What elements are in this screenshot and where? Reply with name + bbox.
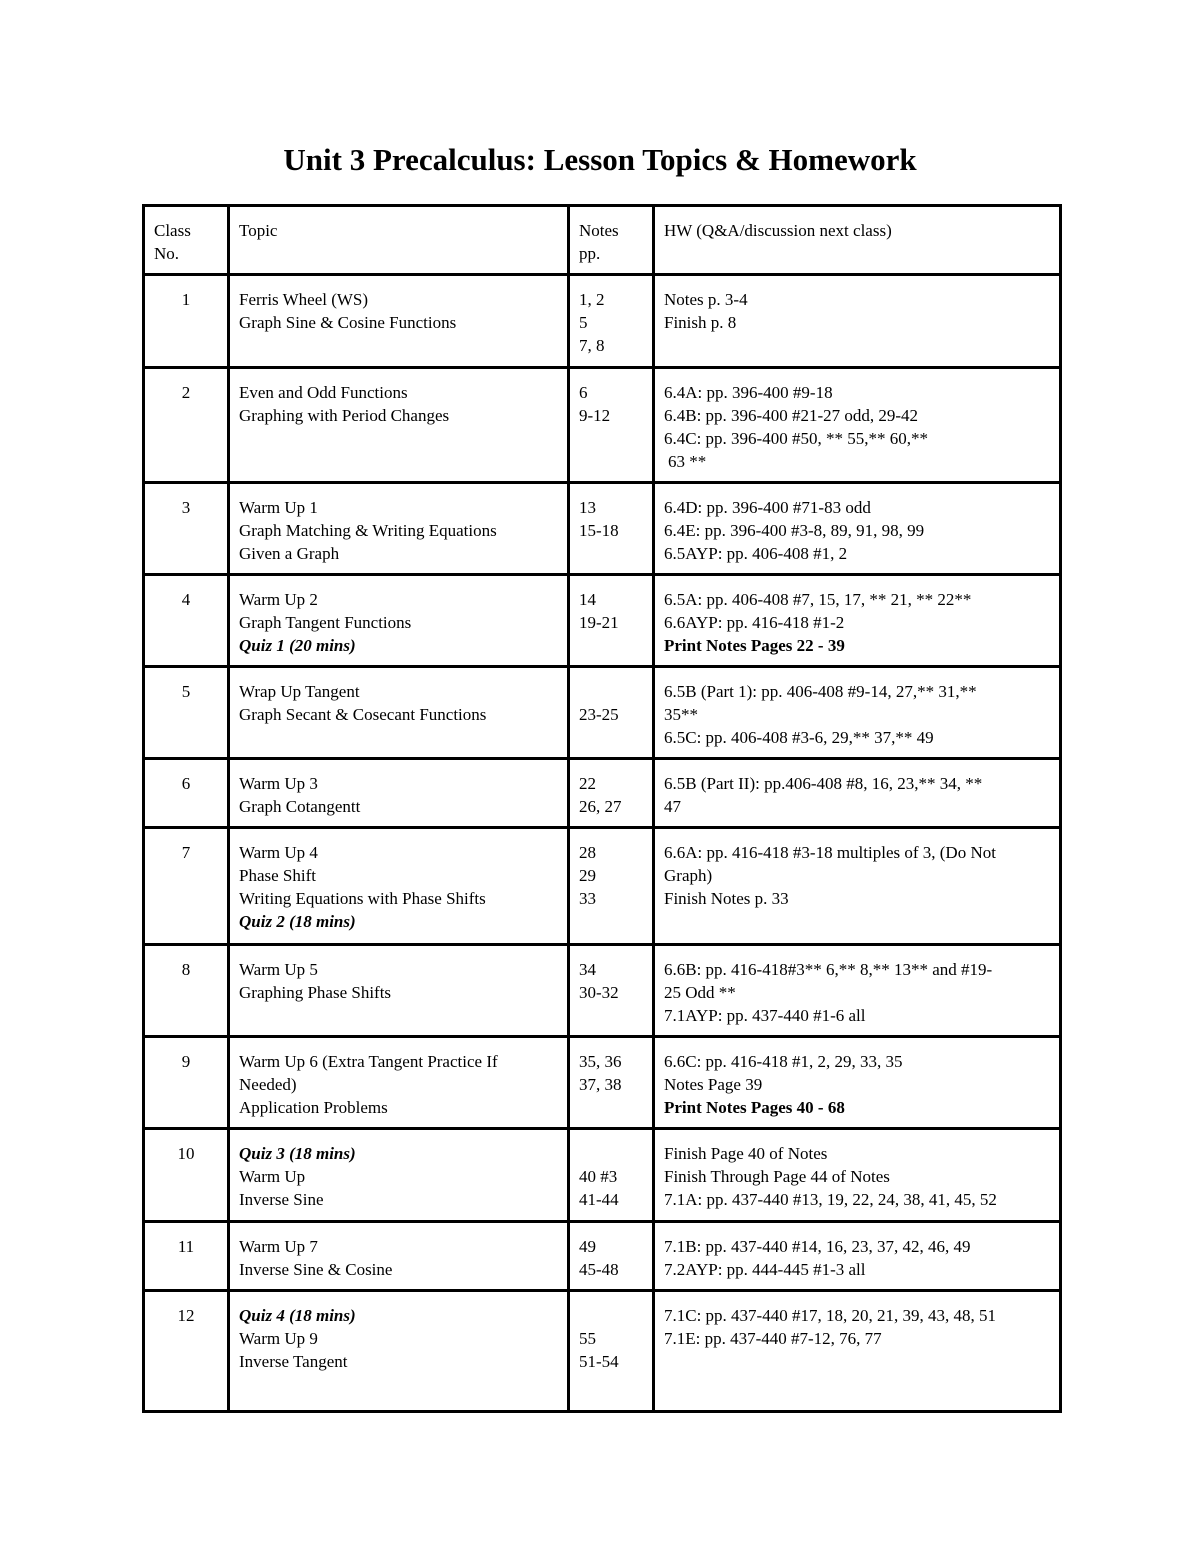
topic-cell: Warm Up 4 Phase Shift Writing Equations with Phase Shifts Quiz 2 (18 mins): [229, 828, 569, 945]
notes-cell: 14 19-21: [569, 575, 654, 667]
topic-cell: Warm Up 2 Graph Tangent Functions Quiz 1 (20 mins): [229, 575, 569, 667]
class-number: 9: [144, 1037, 229, 1129]
hw-cell: 6.4A: pp. 396-400 #9-18 6.4B: pp. 396-400 #21-27 odd, 29-42 6.4C: pp. 396-400 #50, ** 55,** 60,** 63 **: [654, 368, 1061, 483]
table-row: [144, 368, 1061, 483]
hw-cell: 6.5B (Part II): pp.406-408 #8, 16, 23,** 34, ** 47: [654, 759, 1061, 828]
table-row: [144, 945, 1061, 1037]
quiz-label: Quiz 2 (18 mins): [239, 912, 356, 931]
topic-cell: Quiz 4 (18 mins) Warm Up 9 Inverse Tangent: [229, 1291, 569, 1412]
quiz-label: Quiz 1 (20 mins): [239, 636, 356, 655]
quiz-label: Quiz 3 (18 mins): [239, 1144, 356, 1163]
notes-cell: 55 51-54: [569, 1291, 654, 1412]
table-row: [144, 483, 1061, 575]
notes-cell: 28 29 33: [569, 828, 654, 945]
notes-cell: 1, 2 5 7, 8: [569, 275, 654, 368]
header-notes: Notes pp.: [569, 206, 654, 275]
table-row: [144, 667, 1061, 759]
topic-cell: Warm Up 3 Graph Cotangentt: [229, 759, 569, 828]
header-class-no: Class No.: [144, 206, 229, 275]
notes-cell: 13 15-18: [569, 483, 654, 575]
hw-cell: 6.6B: pp. 416-418#3** 6,** 8,** 13** and #19- 25 Odd ** 7.1AYP: pp. 437-440 #1-6 all: [654, 945, 1061, 1037]
print-notes-label: Print Notes Pages 40 - 68: [664, 1098, 845, 1117]
header-topic: Topic: [229, 206, 569, 275]
hw-cell: 6.5B (Part 1): pp. 406-408 #9-14, 27,** 31,** 35** 6.5C: pp. 406-408 #3-6, 29,** 37,** 49: [654, 667, 1061, 759]
notes-cell: 23-25: [569, 667, 654, 759]
notes-cell: 49 45-48: [569, 1222, 654, 1291]
notes-cell: 6 9-12: [569, 368, 654, 483]
hw-cell: Finish Page 40 of Notes Finish Through Page 44 of Notes 7.1A: pp. 437-440 #13, 19, 22, 24, 38, 41, 45, 52: [654, 1129, 1061, 1222]
class-number: 1: [144, 275, 229, 368]
topic-cell: Quiz 3 (18 mins) Warm Up Inverse Sine: [229, 1129, 569, 1222]
header-row: [144, 206, 1061, 275]
class-number: 12: [144, 1291, 229, 1412]
notes-cell: 40 #3 41-44: [569, 1129, 654, 1222]
quiz-label: Quiz 4 (18 mins): [239, 1306, 356, 1325]
print-notes-label: Print Notes Pages 22 - 39: [664, 636, 845, 655]
table-row: [144, 1037, 1061, 1129]
class-number: 6: [144, 759, 229, 828]
table-row: [144, 1291, 1061, 1412]
page-title: Unit 3 Precalculus: Lesson Topics & Homework: [283, 142, 917, 177]
topic-cell: Warm Up 6 (Extra Tangent Practice If Needed) Application Problems: [229, 1037, 569, 1129]
class-number: 7: [144, 828, 229, 945]
topic-cell: Even and Odd Functions Graphing with Period Changes: [229, 368, 569, 483]
notes-cell: 35, 36 37, 38: [569, 1037, 654, 1129]
class-number: 11: [144, 1222, 229, 1291]
hw-cell: 7.1B: pp. 437-440 #14, 16, 23, 37, 42, 46, 49 7.2AYP: pp. 444-445 #1-3 all: [654, 1222, 1061, 1291]
table-row: [144, 275, 1061, 368]
hw-cell: 6.6C: pp. 416-418 #1, 2, 29, 33, 35 Notes Page 39 Print Notes Pages 40 - 68: [654, 1037, 1061, 1129]
notes-cell: 22 26, 27: [569, 759, 654, 828]
topic-cell: Warm Up 5 Graphing Phase Shifts: [229, 945, 569, 1037]
class-number: 4: [144, 575, 229, 667]
class-number: 10: [144, 1129, 229, 1222]
hw-cell: 7.1C: pp. 437-440 #17, 18, 20, 21, 39, 43, 48, 51 7.1E: pp. 437-440 #7-12, 76, 77: [654, 1291, 1061, 1412]
hw-cell: 6.5A: pp. 406-408 #7, 15, 17, ** 21, ** 22** 6.6AYP: pp. 416-418 #1-2 Print Notes Pages 22 - 39: [654, 575, 1061, 667]
hw-cell: 6.4D: pp. 396-400 #71-83 odd 6.4E: pp. 396-400 #3-8, 89, 91, 98, 99 6.5AYP: pp. 406-408 #1, 2: [654, 483, 1061, 575]
table-row: [144, 1129, 1061, 1222]
header-hw: HW (Q&A/discussion next class): [654, 206, 1061, 275]
schedule-table: [142, 204, 1062, 1413]
topic-cell: Wrap Up Tangent Graph Secant & Cosecant Functions: [229, 667, 569, 759]
topic-cell: Warm Up 1 Graph Matching & Writing Equations Given a Graph: [229, 483, 569, 575]
table-row: [144, 575, 1061, 667]
table-row: [144, 759, 1061, 828]
class-number: 5: [144, 667, 229, 759]
topic-cell: Warm Up 7 Inverse Sine & Cosine: [229, 1222, 569, 1291]
hw-cell: 6.6A: pp. 416-418 #3-18 multiples of 3, (Do Not Graph) Finish Notes p. 33: [654, 828, 1061, 945]
class-number: 3: [144, 483, 229, 575]
class-number: 2: [144, 368, 229, 483]
topic-cell: Ferris Wheel (WS) Graph Sine & Cosine Functions: [229, 275, 569, 368]
table-row: [144, 828, 1061, 945]
hw-cell: Notes p. 3-4 Finish p. 8: [654, 275, 1061, 368]
class-number: 8: [144, 945, 229, 1037]
notes-cell: 34 30-32: [569, 945, 654, 1037]
table-row: [144, 1222, 1061, 1291]
